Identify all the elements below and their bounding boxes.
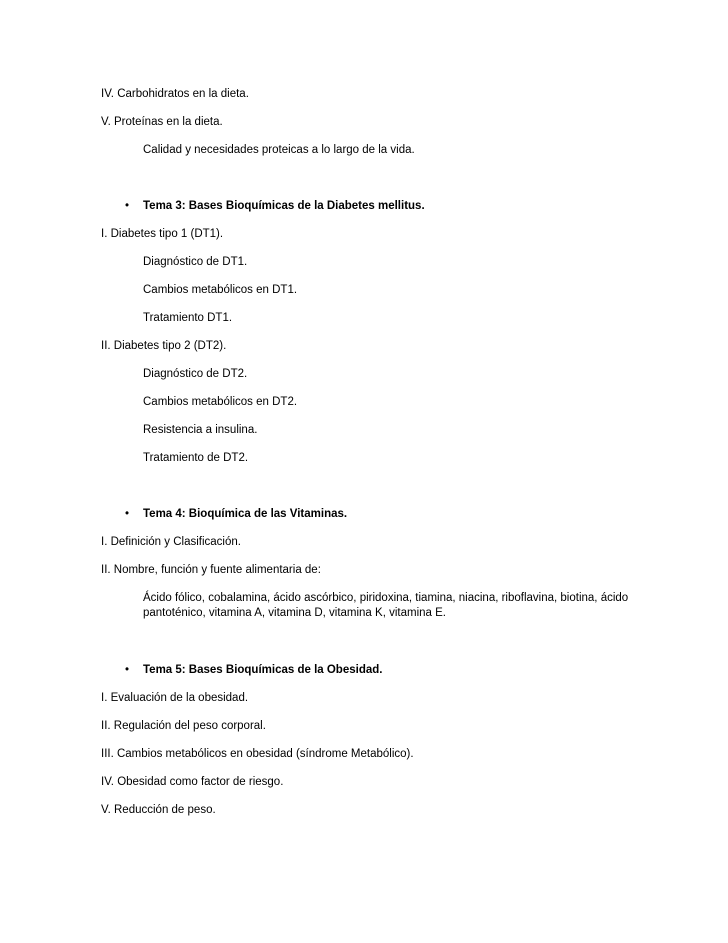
- list-subitem: Tratamiento de DT2.: [143, 452, 249, 464]
- list-item: I. Definición y Clasificación.: [101, 536, 241, 548]
- section-heading: Tema 3: Bases Bioquímicas de la Diabetes mellitus.: [143, 200, 425, 212]
- list-item: III. Cambios metabólicos en obesidad (síndrome Metabólico).: [101, 748, 414, 760]
- list-item: V. Reducción de peso.: [101, 804, 216, 816]
- bullet-icon: •: [125, 664, 130, 676]
- list-item: V. Proteínas en la dieta.: [101, 116, 223, 128]
- list-item: IV. Obesidad como factor de riesgo.: [101, 776, 284, 788]
- section-heading: Tema 5: Bases Bioquímicas de la Obesidad.: [143, 664, 383, 676]
- list-subitem: Tratamiento DT1.: [143, 312, 233, 324]
- list-item: I. Diabetes tipo 1 (DT1).: [101, 228, 224, 240]
- list-subitem: Diagnóstico de DT2.: [143, 368, 248, 380]
- list-subitem: Ácido fólico, cobalamina, ácido ascórbico, piridoxina, tiamina, niacina, riboflavina, biotina, ácido pantoténico, vitamina A, vitamina D, vitamina K, vitamina E.: [143, 592, 629, 619]
- list-item: I. Evaluación de la obesidad.: [101, 692, 249, 704]
- list-item: IV. Carbohidratos en la dieta.: [101, 88, 249, 100]
- list-subitem: Cambios metabólicos en DT1.: [143, 284, 298, 296]
- list-subitem: Resistencia a insulina.: [143, 424, 258, 436]
- bullet-icon: •: [125, 508, 130, 520]
- bullet-icon: •: [125, 200, 130, 212]
- section-heading: Tema 4: Bioquímica de las Vitaminas.: [143, 508, 348, 520]
- list-item: II. Regulación del peso corporal.: [101, 720, 266, 732]
- list-subitem: Diagnóstico de DT1.: [143, 256, 248, 268]
- list-item: II. Nombre, función y fuente alimentaria de:: [101, 564, 321, 576]
- list-subitem: Cambios metabólicos en DT2.: [143, 396, 298, 408]
- list-item: II. Diabetes tipo 2 (DT2).: [101, 340, 227, 352]
- list-subitem: Calidad y necesidades proteicas a lo largo de la vida.: [143, 144, 415, 156]
